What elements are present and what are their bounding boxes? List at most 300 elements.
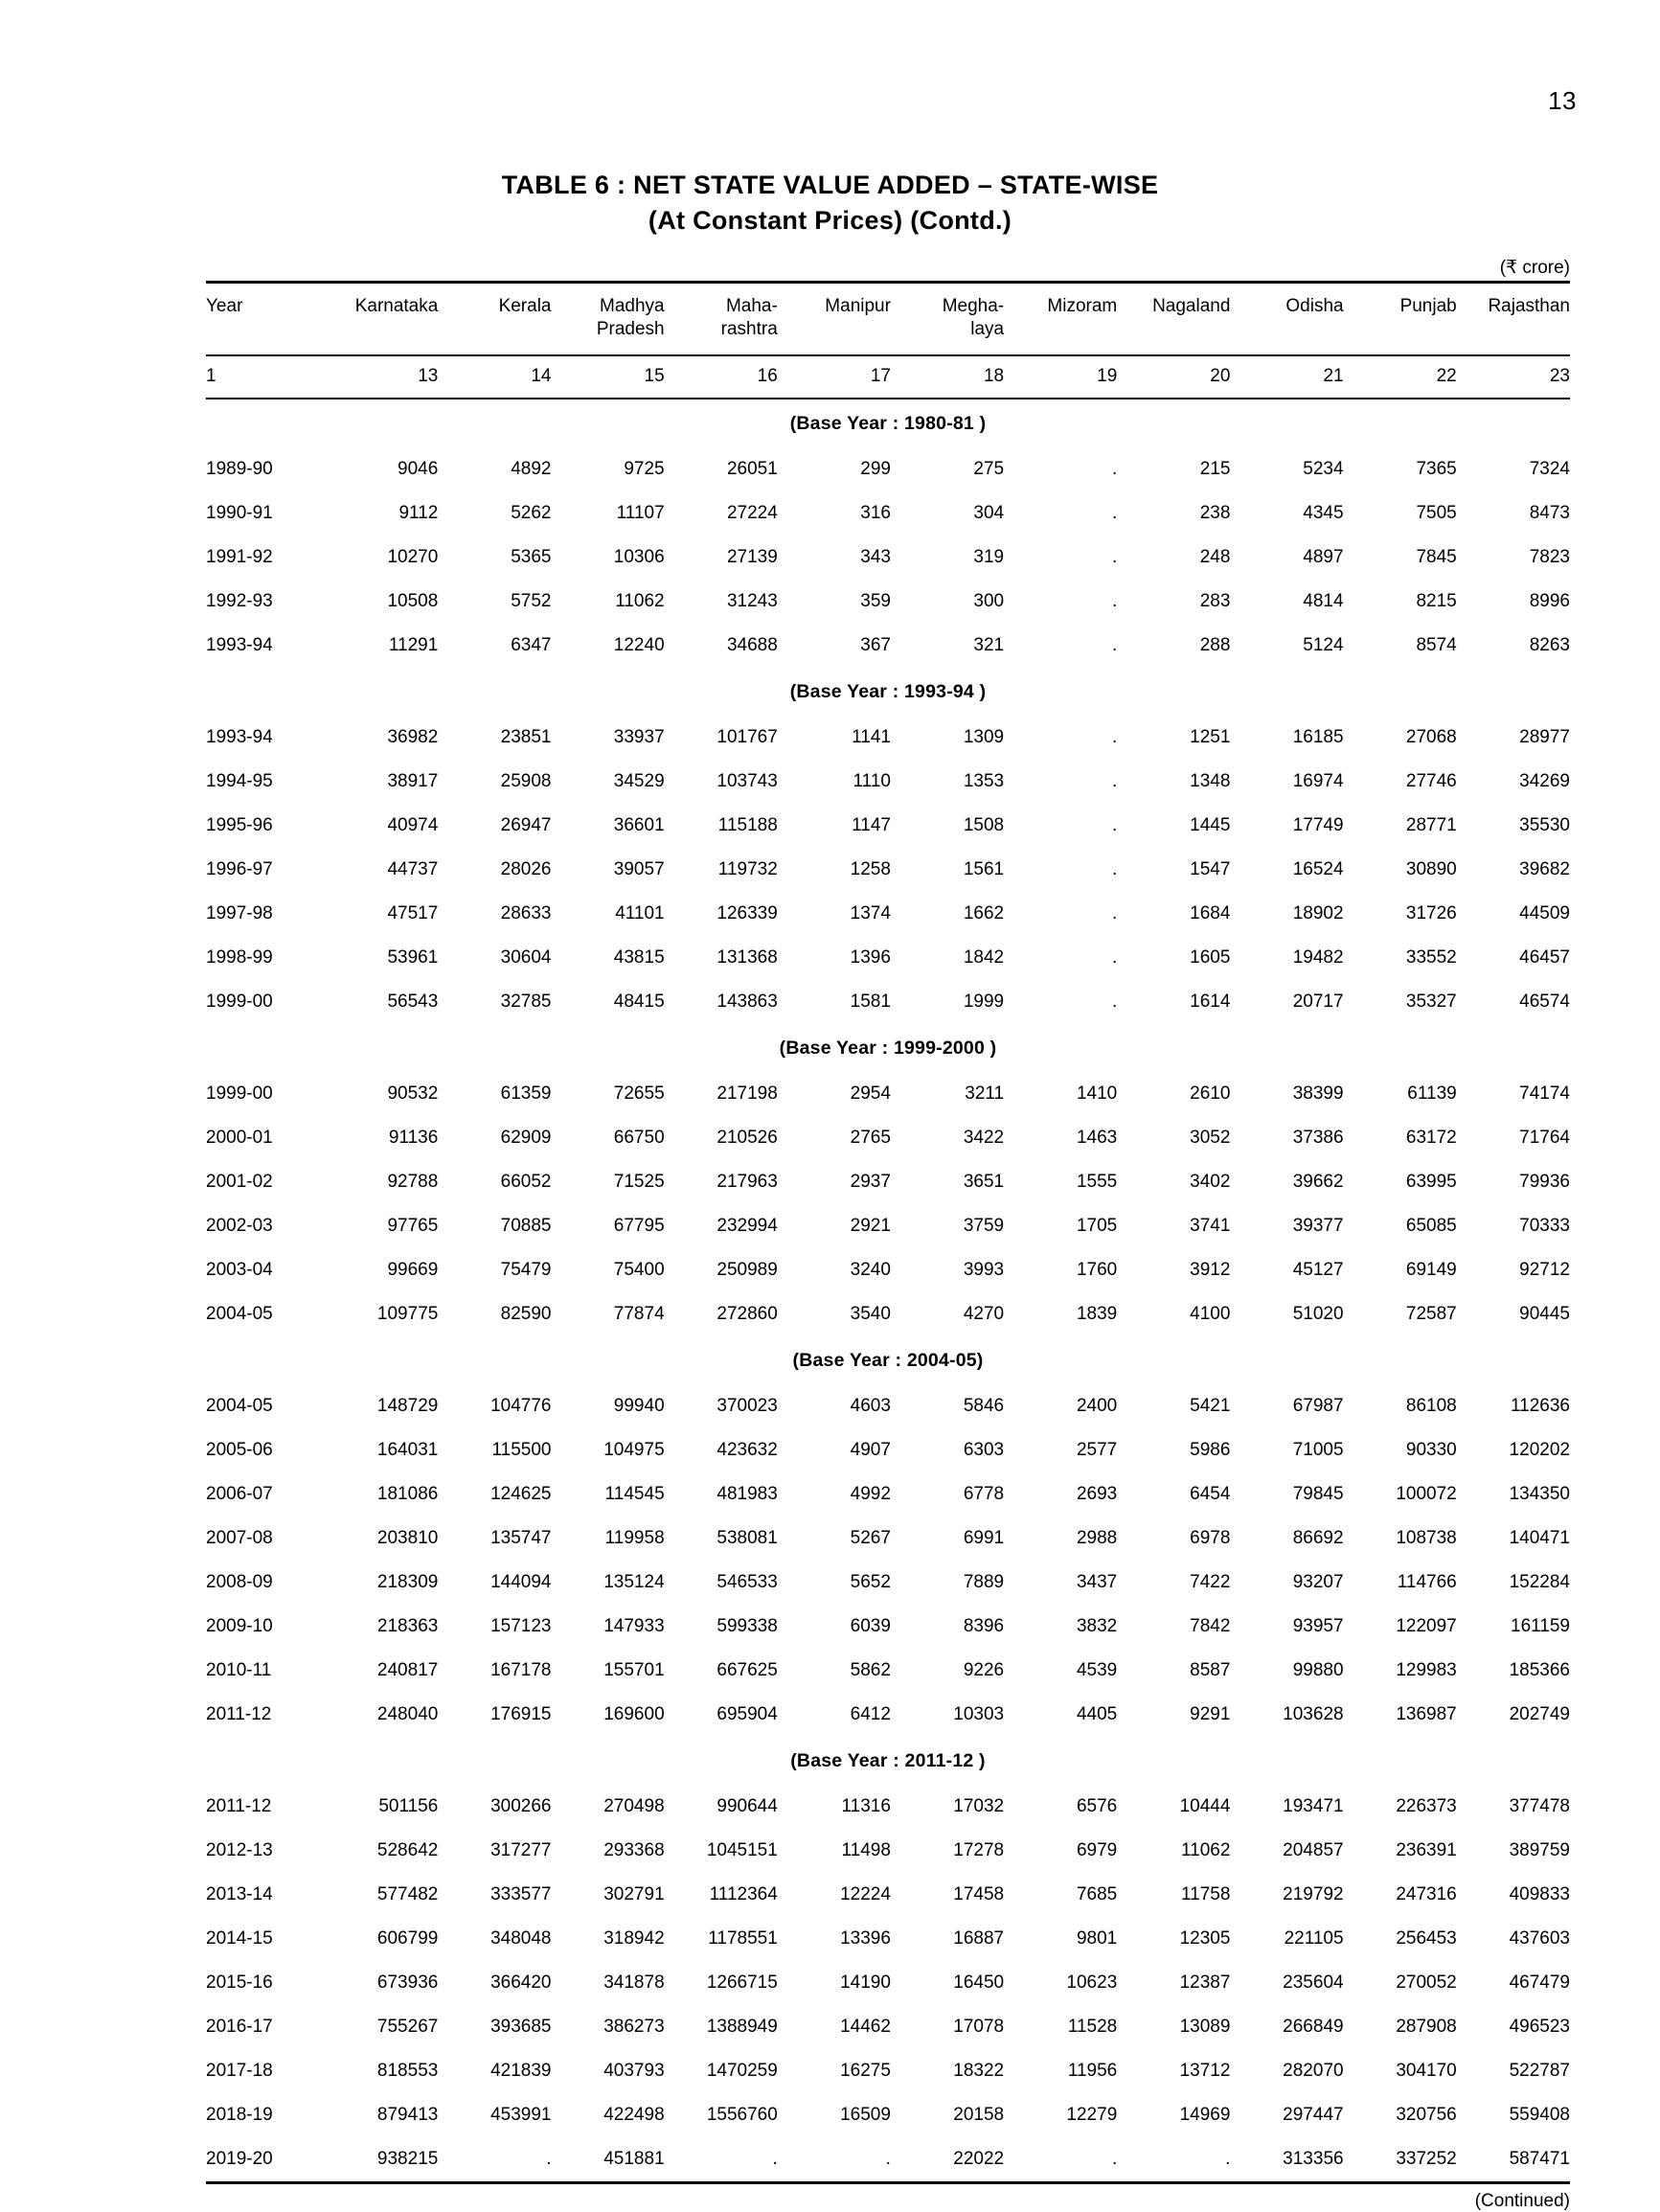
data-cell: 82590 <box>438 1292 551 1336</box>
data-cell: . <box>1004 892 1117 936</box>
data-cell: 79845 <box>1230 1472 1343 1516</box>
data-cell: 147933 <box>551 1605 664 1649</box>
data-cell: 7889 <box>891 1561 1004 1605</box>
data-cell: 297447 <box>1230 2093 1343 2137</box>
data-cell: 28633 <box>438 892 551 936</box>
year-cell: 2004-05 <box>206 1292 325 1336</box>
data-cell: 1258 <box>778 848 891 892</box>
data-cell: 72655 <box>551 1072 664 1116</box>
data-cell: 44737 <box>325 848 438 892</box>
year-cell: 2010-11 <box>206 1649 325 1693</box>
data-cell: 3240 <box>778 1248 891 1292</box>
data-cell: . <box>1004 936 1117 980</box>
column-header-kerala: Kerala <box>438 284 551 356</box>
data-cell: 437603 <box>1457 1917 1570 1961</box>
data-cell: 7324 <box>1457 447 1570 491</box>
data-cell: 30604 <box>438 936 551 980</box>
data-cell: 176915 <box>438 1693 551 1737</box>
data-cell: 181086 <box>325 1472 438 1516</box>
data-cell: 386273 <box>551 2005 664 2049</box>
data-cell: 11528 <box>1004 2005 1117 2049</box>
data-cell: 135747 <box>438 1516 551 1561</box>
data-cell: 451881 <box>551 2137 664 2183</box>
data-cell: 1684 <box>1117 892 1230 936</box>
data-cell: 77874 <box>551 1292 664 1336</box>
year-cell: 1996-97 <box>206 848 325 892</box>
data-cell: 5262 <box>438 491 551 536</box>
data-cell: 283 <box>1117 580 1230 624</box>
data-cell: 18902 <box>1230 892 1343 936</box>
data-cell: 48415 <box>551 980 664 1024</box>
data-cell: 7823 <box>1457 536 1570 580</box>
data-cell: 370023 <box>665 1384 778 1428</box>
data-cell: 37386 <box>1230 1116 1343 1160</box>
data-cell: 3052 <box>1117 1116 1230 1160</box>
column-header-year: Year <box>206 284 325 356</box>
data-cell: 62909 <box>438 1116 551 1160</box>
year-cell: 1999-00 <box>206 1072 325 1116</box>
data-cell: 1662 <box>891 892 1004 936</box>
year-cell: 1993-94 <box>206 624 325 668</box>
data-cell: . <box>1004 848 1117 892</box>
data-cell: 11956 <box>1004 2049 1117 2093</box>
data-cell: 5752 <box>438 580 551 624</box>
year-cell: 2016-17 <box>206 2005 325 2049</box>
data-cell: 299 <box>778 447 891 491</box>
data-cell: 1842 <box>891 936 1004 980</box>
data-cell: 119958 <box>551 1516 664 1561</box>
data-cell: 114766 <box>1344 1561 1457 1605</box>
data-cell: 99880 <box>1230 1649 1343 1693</box>
year-cell: 1994-95 <box>206 760 325 804</box>
data-cell: 1110 <box>778 760 891 804</box>
data-cell: 17458 <box>891 1873 1004 1917</box>
data-cell: 1463 <box>1004 1116 1117 1160</box>
column-header-punjab: Punjab <box>1344 284 1457 356</box>
data-cell: 28771 <box>1344 804 1457 848</box>
data-cell: 7365 <box>1344 447 1457 491</box>
data-cell: 5862 <box>778 1649 891 1693</box>
year-cell: 2014-15 <box>206 1917 325 1961</box>
data-cell: 135124 <box>551 1561 664 1605</box>
data-cell: 16509 <box>778 2093 891 2137</box>
data-cell: 65085 <box>1344 1204 1457 1248</box>
data-cell: 136987 <box>1344 1693 1457 1737</box>
table-row <box>206 1829 1570 1873</box>
data-cell: 496523 <box>1457 2005 1570 2049</box>
data-cell: 755267 <box>325 2005 438 2049</box>
data-cell: 91136 <box>325 1116 438 1160</box>
data-cell: 528642 <box>325 1829 438 1873</box>
data-cell: 316 <box>778 491 891 536</box>
data-cell: 5365 <box>438 536 551 580</box>
data-cell: 1251 <box>1117 716 1230 760</box>
year-cell: 1998-99 <box>206 936 325 980</box>
table-row <box>206 2049 1570 2093</box>
year-cell: 2015-16 <box>206 1961 325 2005</box>
data-cell: 103743 <box>665 760 778 804</box>
data-cell: 38917 <box>325 760 438 804</box>
data-cell: 12224 <box>778 1873 891 1917</box>
data-cell: 10270 <box>325 536 438 580</box>
unit-note: (₹ crore) <box>0 257 1660 279</box>
data-cell: 1374 <box>778 892 891 936</box>
table-row <box>206 2005 1570 2049</box>
data-cell: 26947 <box>438 804 551 848</box>
data-cell: 30890 <box>1344 848 1457 892</box>
table-row <box>206 716 1570 760</box>
data-cell: 41101 <box>551 892 664 936</box>
data-cell: 8996 <box>1457 580 1570 624</box>
data-cell: 10508 <box>325 580 438 624</box>
data-cell: 46574 <box>1457 980 1570 1024</box>
data-cell: 119732 <box>665 848 778 892</box>
data-cell: 124625 <box>438 1472 551 1516</box>
data-cell: 6978 <box>1117 1516 1230 1561</box>
table-row <box>206 536 1570 580</box>
data-cell: 270052 <box>1344 1961 1457 2005</box>
year-cell: 1997-98 <box>206 892 325 936</box>
column-number-22: 22 <box>1344 356 1457 399</box>
data-cell: 695904 <box>665 1693 778 1737</box>
data-cell: 8215 <box>1344 580 1457 624</box>
column-number-14: 14 <box>438 356 551 399</box>
data-cell: 108738 <box>1344 1516 1457 1561</box>
data-cell: 8587 <box>1117 1649 1230 1693</box>
data-cell: 1178551 <box>665 1917 778 1961</box>
data-cell: 667625 <box>665 1649 778 1693</box>
data-cell: 16887 <box>891 1917 1004 1961</box>
data-cell: 3832 <box>1004 1605 1117 1649</box>
data-cell: 14462 <box>778 2005 891 2049</box>
data-cell: 9046 <box>325 447 438 491</box>
data-cell: 131368 <box>665 936 778 980</box>
data-cell: 164031 <box>325 1428 438 1472</box>
data-cell: 39057 <box>551 848 664 892</box>
table-row <box>206 1693 1570 1737</box>
data-cell: 11062 <box>551 580 664 624</box>
data-cell: 43815 <box>551 936 664 980</box>
base-year-row <box>206 399 1570 447</box>
table-row <box>206 1384 1570 1428</box>
data-cell: 32785 <box>438 980 551 1024</box>
data-cell: 3993 <box>891 1248 1004 1292</box>
data-cell: 17078 <box>891 2005 1004 2049</box>
data-cell: 1445 <box>1117 804 1230 848</box>
year-cell: 2013-14 <box>206 1873 325 1917</box>
data-cell: 403793 <box>551 2049 664 2093</box>
year-cell: 2011-12 <box>206 1693 325 1737</box>
data-cell: 221105 <box>1230 1917 1343 1961</box>
data-cell: 302791 <box>551 1873 664 1917</box>
data-cell: 53961 <box>325 936 438 980</box>
data-cell: 93957 <box>1230 1605 1343 1649</box>
table-row <box>206 2093 1570 2137</box>
data-cell: 1388949 <box>665 2005 778 2049</box>
data-cell: 70333 <box>1457 1204 1570 1248</box>
data-cell: 204857 <box>1230 1829 1343 1873</box>
data-cell: 538081 <box>665 1516 778 1561</box>
data-cell: 288 <box>1117 624 1230 668</box>
data-cell: . <box>778 2137 891 2183</box>
table-row <box>206 1292 1570 1336</box>
data-cell: 8263 <box>1457 624 1570 668</box>
data-cell: 17032 <box>891 1785 1004 1829</box>
data-cell: 240817 <box>325 1649 438 1693</box>
data-cell: 69149 <box>1344 1248 1457 1292</box>
data-cell: 250989 <box>665 1248 778 1292</box>
year-cell: 1991-92 <box>206 536 325 580</box>
data-cell: 5421 <box>1117 1384 1230 1428</box>
data-cell: 210526 <box>665 1116 778 1160</box>
data-cell: 2610 <box>1117 1072 1230 1116</box>
data-cell: 248040 <box>325 1693 438 1737</box>
table-row <box>206 447 1570 491</box>
data-cell: 34529 <box>551 760 664 804</box>
data-cell: 2400 <box>1004 1384 1117 1428</box>
data-cell: 56543 <box>325 980 438 1024</box>
data-cell: 256453 <box>1344 1917 1457 1961</box>
data-cell: . <box>1004 2137 1117 2183</box>
data-cell: 12240 <box>551 624 664 668</box>
data-cell: 2988 <box>1004 1516 1117 1561</box>
column-header-maha-rashtra: Maha- rashtra <box>665 284 778 356</box>
year-cell: 2007-08 <box>206 1516 325 1561</box>
year-cell: 1999-00 <box>206 980 325 1024</box>
table-row <box>206 491 1570 536</box>
data-cell: 282070 <box>1230 2049 1343 2093</box>
data-cell: 67795 <box>551 1204 664 1248</box>
data-cell: 34688 <box>665 624 778 668</box>
data-cell: . <box>1117 2137 1230 2183</box>
data-cell: 5652 <box>778 1561 891 1605</box>
data-cell: 97765 <box>325 1204 438 1248</box>
data-cell: 2693 <box>1004 1472 1117 1516</box>
data-cell: 235604 <box>1230 1961 1343 2005</box>
year-cell: 2009-10 <box>206 1605 325 1649</box>
data-cell: 185366 <box>1457 1649 1570 1693</box>
data-cell: 215 <box>1117 447 1230 491</box>
data-cell: 217963 <box>665 1160 778 1204</box>
year-cell: 2005-06 <box>206 1428 325 1472</box>
data-cell: 36982 <box>325 716 438 760</box>
base-year-label: (Base Year : 2004-05) <box>206 1336 1570 1384</box>
data-cell: 577482 <box>325 1873 438 1917</box>
data-cell: . <box>438 2137 551 2183</box>
year-cell: 2003-04 <box>206 1248 325 1292</box>
data-cell: 18322 <box>891 2049 1004 2093</box>
data-cell: 1045151 <box>665 1829 778 1873</box>
year-cell: 2008-09 <box>206 1561 325 1605</box>
data-cell: 1508 <box>891 804 1004 848</box>
year-cell: 2006-07 <box>206 1472 325 1516</box>
data-cell: 4992 <box>778 1472 891 1516</box>
column-header-mizoram: Mizoram <box>1004 284 1117 356</box>
data-cell: 1705 <box>1004 1204 1117 1248</box>
data-cell: 4539 <box>1004 1649 1117 1693</box>
data-cell: 90330 <box>1344 1428 1457 1472</box>
table-row <box>206 1472 1570 1516</box>
data-cell: 1410 <box>1004 1072 1117 1116</box>
data-cell: 389759 <box>1457 1829 1570 1873</box>
data-cell: 14969 <box>1117 2093 1230 2137</box>
data-cell: 3759 <box>891 1204 1004 1248</box>
data-cell: 1547 <box>1117 848 1230 892</box>
table-title-line2: (At Constant Prices) (Contd.) <box>0 203 1660 239</box>
data-cell: 300 <box>891 580 1004 624</box>
data-cell: 1605 <box>1117 936 1230 980</box>
data-cell: 143863 <box>665 980 778 1024</box>
data-cell: . <box>1004 716 1117 760</box>
data-cell: 9112 <box>325 491 438 536</box>
data-cell: 422498 <box>551 2093 664 2137</box>
data-cell: 100072 <box>1344 1472 1457 1516</box>
data-cell: 11291 <box>325 624 438 668</box>
data-cell: 40974 <box>325 804 438 848</box>
data-cell: 232994 <box>665 1204 778 1248</box>
table-row <box>206 2137 1570 2183</box>
data-cell: . <box>1004 580 1117 624</box>
data-cell: 501156 <box>325 1785 438 1829</box>
column-header-nagaland: Nagaland <box>1117 284 1230 356</box>
data-cell: 75479 <box>438 1248 551 1292</box>
data-cell: 33552 <box>1344 936 1457 980</box>
data-cell: 202749 <box>1457 1693 1570 1737</box>
data-cell: 9226 <box>891 1649 1004 1693</box>
data-cell: 13089 <box>1117 2005 1230 2049</box>
data-cell: 161159 <box>1457 1605 1570 1649</box>
data-cell: 11062 <box>1117 1829 1230 1873</box>
data-cell: 3402 <box>1117 1160 1230 1204</box>
data-cell: 266849 <box>1230 2005 1343 2049</box>
base-year-label: (Base Year : 2011-12 ) <box>206 1737 1570 1785</box>
data-cell: . <box>1004 624 1117 668</box>
column-number-15: 15 <box>551 356 664 399</box>
data-cell: 8473 <box>1457 491 1570 536</box>
data-cell: 1396 <box>778 936 891 980</box>
data-cell: 599338 <box>665 1605 778 1649</box>
data-cell: 148729 <box>325 1384 438 1428</box>
data-cell: 318942 <box>551 1917 664 1961</box>
data-cell: 61359 <box>438 1072 551 1116</box>
data-cell: . <box>1004 447 1117 491</box>
data-cell: 8574 <box>1344 624 1457 668</box>
data-cell: 27139 <box>665 536 778 580</box>
column-number-23: 23 <box>1457 356 1570 399</box>
data-cell: 1353 <box>891 760 1004 804</box>
data-cell: 16450 <box>891 1961 1004 2005</box>
column-header-rajasthan: Rajasthan <box>1457 284 1570 356</box>
base-year-row <box>206 1336 1570 1384</box>
data-cell: 226373 <box>1344 1785 1457 1829</box>
data-cell: 51020 <box>1230 1292 1343 1336</box>
data-cell: 104975 <box>551 1428 664 1472</box>
data-cell: 5234 <box>1230 447 1343 491</box>
table-row <box>206 936 1570 980</box>
data-cell: 70885 <box>438 1204 551 1248</box>
base-year-row <box>206 1737 1570 1785</box>
data-cell: 104776 <box>438 1384 551 1428</box>
data-cell: 3912 <box>1117 1248 1230 1292</box>
data-cell: 11107 <box>551 491 664 536</box>
table-row <box>206 1917 1570 1961</box>
data-cell: 11758 <box>1117 1873 1230 1917</box>
data-cell: 9725 <box>551 447 664 491</box>
data-cell: 140471 <box>1457 1516 1570 1561</box>
data-cell: 313356 <box>1230 2137 1343 2183</box>
data-cell: 92788 <box>325 1160 438 1204</box>
year-cell: 2019-20 <box>206 2137 325 2183</box>
data-cell: 13396 <box>778 1917 891 1961</box>
data-cell: . <box>1004 804 1117 848</box>
data-cell: 92712 <box>1457 1248 1570 1292</box>
data-cell: 4405 <box>1004 1693 1117 1737</box>
data-cell: 367 <box>778 624 891 668</box>
data-cell: 1614 <box>1117 980 1230 1024</box>
data-cell: 12279 <box>1004 2093 1117 2137</box>
table-row <box>206 1961 1570 2005</box>
data-cell: 152284 <box>1457 1561 1570 1605</box>
column-number-18: 18 <box>891 356 1004 399</box>
data-cell: 275 <box>891 447 1004 491</box>
data-cell: 112636 <box>1457 1384 1570 1428</box>
data-cell: 25908 <box>438 760 551 804</box>
year-cell: 2012-13 <box>206 1829 325 1873</box>
continued-note: (Continued) <box>206 2184 1570 2212</box>
data-cell: 4603 <box>778 1384 891 1428</box>
table-row <box>206 1248 1570 1292</box>
table-row <box>206 1428 1570 1472</box>
data-cell: 167178 <box>438 1649 551 1693</box>
data-cell: 990644 <box>665 1785 778 1829</box>
data-cell: 14190 <box>778 1961 891 2005</box>
data-cell: 1266715 <box>665 1961 778 2005</box>
data-cell: 8396 <box>891 1605 1004 1649</box>
base-year-label: (Base Year : 1999-2000 ) <box>206 1024 1570 1072</box>
data-cell: 36601 <box>551 804 664 848</box>
year-cell: 2004-05 <box>206 1384 325 1428</box>
data-cell: 193471 <box>1230 1785 1343 1829</box>
data-cell: 559408 <box>1457 2093 1570 2137</box>
data-cell: 75400 <box>551 1248 664 1292</box>
column-header-madhyapradesh: Madhya Pradesh <box>551 284 664 356</box>
data-cell: 12305 <box>1117 1917 1230 1961</box>
data-cell: 103628 <box>1230 1693 1343 1737</box>
year-cell: 2000-01 <box>206 1116 325 1160</box>
column-number-19: 19 <box>1004 356 1117 399</box>
data-cell: 22022 <box>891 2137 1004 2183</box>
data-cell: 90532 <box>325 1072 438 1116</box>
data-cell: 35530 <box>1457 804 1570 848</box>
data-cell: 1581 <box>778 980 891 1024</box>
data-cell: 293368 <box>551 1829 664 1873</box>
year-cell: 2018-19 <box>206 2093 325 2137</box>
data-cell: 26051 <box>665 447 778 491</box>
data-cell: 219792 <box>1230 1873 1343 1917</box>
data-cell: 5124 <box>1230 624 1343 668</box>
data-cell: . <box>1004 536 1117 580</box>
data-cell: 6778 <box>891 1472 1004 1516</box>
column-number-16: 16 <box>665 356 778 399</box>
data-cell: 1147 <box>778 804 891 848</box>
data-cell: 101767 <box>665 716 778 760</box>
data-cell: 5846 <box>891 1384 1004 1428</box>
data-cell: 317277 <box>438 1829 551 1873</box>
data-cell: 10444 <box>1117 1785 1230 1829</box>
table-row <box>206 760 1570 804</box>
year-cell: 2011-12 <box>206 1785 325 1829</box>
table-container <box>0 281 1660 2212</box>
